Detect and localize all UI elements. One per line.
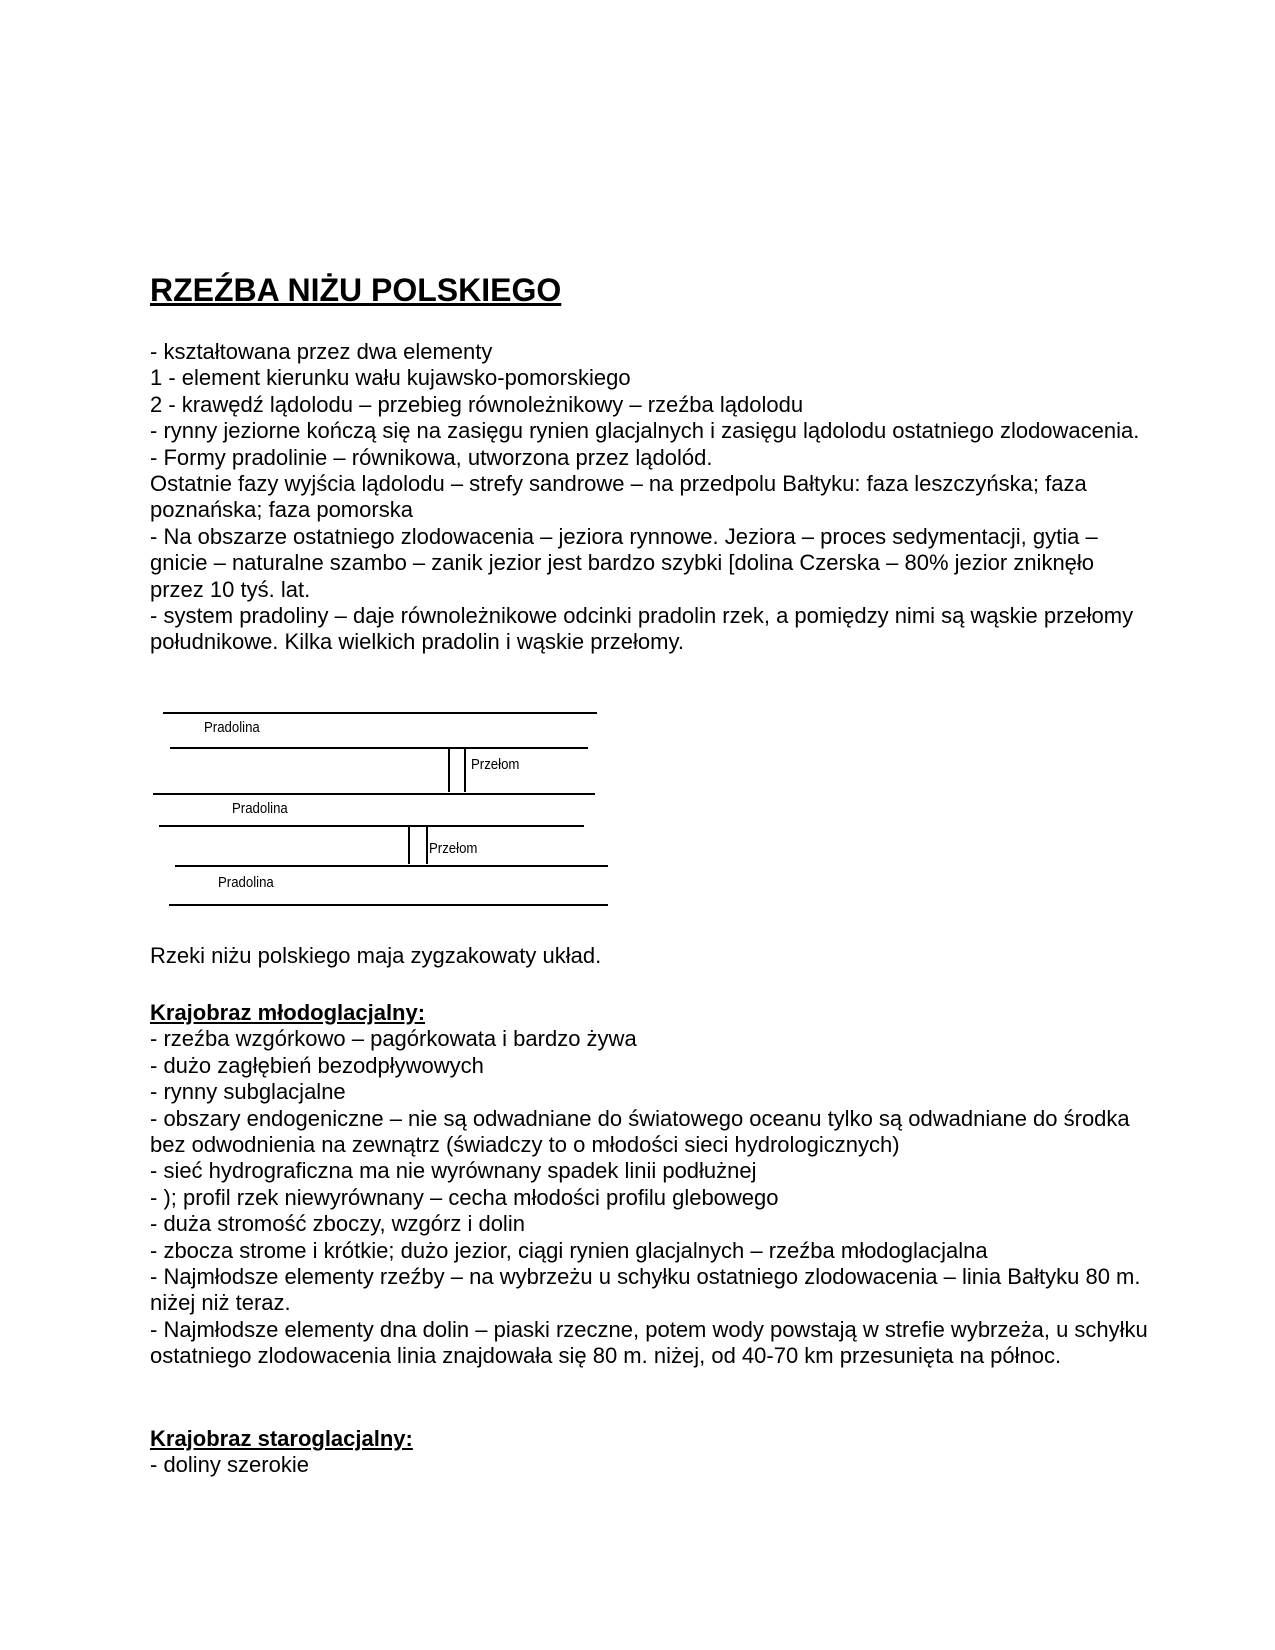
- text-line: 1 - element kierunku wału kujawsko-pomorskiego: [150, 365, 631, 391]
- diagram-label-pradolina: Pradolina: [232, 800, 288, 817]
- list-item: - rzeźba wzgórkowo – pagórkowata i bardzo żywa: [150, 1026, 637, 1052]
- intro-block: [150, 339, 1150, 656]
- diagram-label-przelom: Przełom: [429, 840, 478, 857]
- rivers-note-block: [150, 943, 1150, 969]
- diagram-line: [448, 748, 450, 792]
- text-line: - kształtowana przez dwa elementy: [150, 339, 493, 364]
- diagram-line: [163, 712, 597, 714]
- text-line: - system pradoliny – daje równoleżnikowe odcinki pradolin rzek, a pomiędzy nimi są wąskie przełomy południkowe. Kilka wielkich pradolin i wąskie przełomy.: [150, 603, 1140, 655]
- diagram-label-pradolina: Pradolina: [204, 719, 260, 736]
- diagram-line: [464, 748, 466, 792]
- section-heading: Krajobraz młodoglacjalny:: [150, 1000, 426, 1025]
- list-item: - Najmłodsze elementy rzeźby – na wybrzeżu u schyłku ostatniego zlodowacenia – linia Bałtyku 80 m. niżej niż teraz.: [150, 1264, 1147, 1316]
- diagram-line: [153, 793, 595, 795]
- list-item: - rynny subglacjalne: [150, 1079, 346, 1105]
- diagram-line: [169, 904, 608, 906]
- list-item: - zbocza strome i krótkie; dużo jezior, ciągi rynien glacjalnych – rzeźba młodoglacjalna: [150, 1237, 988, 1263]
- list-item: - sieć hydrograficzna ma nie wyrównany spadek linii podłużnej: [150, 1158, 757, 1184]
- list-item: - ); profil rzek niewyrównany – cecha młodości profilu glebowego: [150, 1184, 779, 1210]
- diagram-line: [159, 825, 584, 827]
- text-line: Rzeki niżu polskiego maja zygzakowaty układ.: [150, 943, 602, 968]
- diagram-label-przelom: Przełom: [471, 756, 520, 773]
- list-item: - doliny szerokie: [150, 1452, 309, 1478]
- section-mlodoglacjalny: [150, 1000, 1154, 1370]
- diagram-line: [408, 826, 410, 864]
- diagram-label-pradolina: Pradolina: [218, 874, 274, 891]
- diagram-line: [175, 865, 608, 867]
- text-line: - Na obszarze ostatniego zlodowacenia – jeziora rynnowe. Jeziora – proces sedymentacji, gytia – gnicie – naturalne szambo – zanik jezior jest bardzo szybki [dolina Czerska – 80% jezior zniknęło przez 10 tyś. lat.: [150, 523, 1104, 602]
- list-item: - duża stromość zboczy, wzgórz i dolin: [150, 1211, 525, 1237]
- text-line: Ostatnie fazy wyjścia lądolodu – strefy sandrowe – na przedpolu Bałtyku: faza leszczyńska; faza poznańska; faza pomorska: [150, 471, 1093, 523]
- page-title: RZEŹBA NIŻU POLSKIEGO: [150, 272, 562, 308]
- section-staroglacjalny: [150, 1426, 1150, 1479]
- text-line: 2 - krawędź lądolodu – przebieg równoleżnikowy – rzeźba lądolodu: [150, 391, 804, 417]
- section-heading: Krajobraz staroglacjalny:: [150, 1426, 413, 1451]
- list-item: - dużo zagłębień bezodpływowych: [150, 1052, 484, 1078]
- text-line: - Formy pradolinie – równikowa, utworzona przez lądolód.: [150, 444, 713, 470]
- list-item: - Najmłodsze elementy dna dolin – piaski rzeczne, potem wody powstają w strefie wybrzeża, u schyłku ostatniego zlodowacenia linia znajdowała się 80 m. niżej, od 40-70 km przesunięta na północ.: [150, 1316, 1154, 1369]
- diagram-line: [426, 826, 428, 864]
- text-line: - rynny jeziorne kończą się na zasięgu rynien glacjalnych i zasięgu lądolodu ostatniego zlodowacenia.: [150, 418, 1140, 444]
- diagram-line: [170, 747, 588, 749]
- list-item: - obszary endogeniczne – nie są odwadniane do światowego oceanu tylko są odwadniane do środka bez odwodnienia na zewnątrz (świadczy to o młodości sieci hydrologicznych): [150, 1105, 1136, 1158]
